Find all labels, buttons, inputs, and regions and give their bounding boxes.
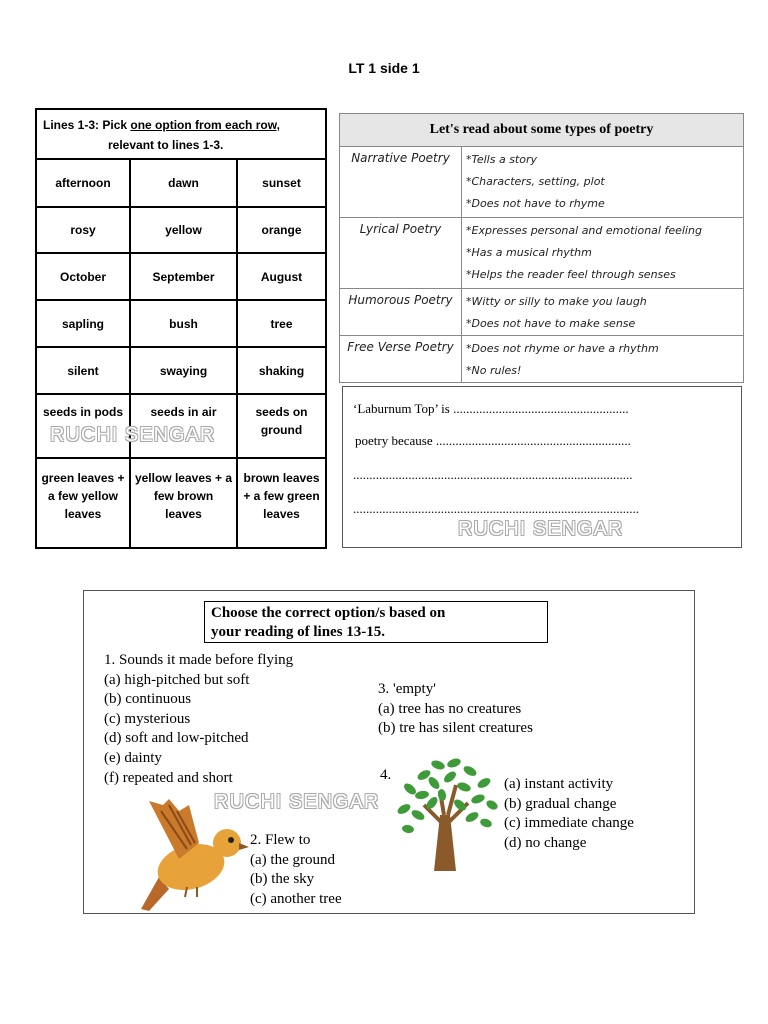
options-table xyxy=(35,108,327,549)
option[interactable]: (a) instant activity xyxy=(504,776,614,792)
question-stem: 2. Flew to xyxy=(250,832,311,848)
option[interactable]: (d) no change xyxy=(504,834,587,851)
option[interactable]: (c) immediate change xyxy=(504,815,634,832)
poetry-type-description xyxy=(462,336,743,382)
bird-eye xyxy=(228,837,234,843)
table-row xyxy=(340,336,743,382)
table-cell: green leaves + a few yellow leaves xyxy=(37,459,131,547)
page-title: LT 1 side 1 xyxy=(348,60,420,76)
option[interactable]: (d) soft and low-pitched xyxy=(104,730,249,747)
option[interactable]: (b) tre has silent creatures xyxy=(378,720,533,737)
description-point: *Witty or silly to make you laugh xyxy=(466,295,647,308)
table-row xyxy=(37,208,325,254)
description-point: *Has a musical rhythm xyxy=(466,246,592,259)
question-3 xyxy=(378,680,533,739)
question-4-stem: 4. xyxy=(380,767,392,783)
option[interactable]: (e) dainty xyxy=(104,749,162,766)
table-row xyxy=(37,348,325,395)
table-cell: afternoon xyxy=(37,160,131,206)
option[interactable]: (a) the ground xyxy=(250,851,335,868)
watermark: RUCHI SENGAR xyxy=(214,791,380,813)
header-underlined-text: one option from each row, xyxy=(130,118,280,132)
description-point: *Tells a story xyxy=(466,153,538,166)
poetry-type-name: Free Verse Poetry xyxy=(340,336,462,382)
table-cell: dawn xyxy=(131,160,238,206)
table-cell: shaking xyxy=(258,363,305,378)
mcq-box xyxy=(83,590,695,914)
option[interactable]: (b) continuous xyxy=(104,691,192,708)
table-cell: swaying xyxy=(131,348,238,393)
table-cell: sapling xyxy=(37,301,131,346)
table-row xyxy=(37,254,325,301)
watermark: RUCHI SENGAR xyxy=(458,518,624,540)
bird-beak xyxy=(239,843,249,850)
question-stem: 3. 'empty' xyxy=(378,681,436,697)
description-point: *No rules! xyxy=(466,364,522,377)
option[interactable]: (a) high-pitched but soft xyxy=(104,671,250,688)
bird-head xyxy=(213,829,241,857)
table-cell: sunset xyxy=(262,176,301,190)
option[interactable]: (c) another tree xyxy=(250,890,342,907)
header-line-2: relevant to lines 1-3. xyxy=(108,138,224,152)
table-cell: October xyxy=(37,254,131,299)
table-cell: bush xyxy=(131,301,238,346)
poetry-types-table xyxy=(339,113,744,383)
answer-line[interactable]: ‘Laburnum Top’ is ...................................................... xyxy=(353,401,629,416)
option[interactable]: (a) tree has no creatures xyxy=(378,700,522,717)
answer-line[interactable]: ...................................................................................... xyxy=(353,467,633,482)
watermark: RUCHI SENGAR xyxy=(50,424,216,446)
header-text: Lines 1-3: Pick xyxy=(43,118,131,132)
table-row xyxy=(37,459,325,547)
answer-line[interactable]: ........................................................................................ xyxy=(353,501,639,516)
poetry-type-name: Lyrical Poetry xyxy=(340,218,462,288)
table-cell: August xyxy=(260,269,303,284)
table-row xyxy=(340,218,743,289)
table-cell: seeds on ground xyxy=(255,405,308,437)
question-stem: 1. Sounds it made before flying xyxy=(104,652,294,668)
table-cell: seeds in pods xyxy=(37,395,131,457)
option[interactable]: (b) gradual change xyxy=(504,795,617,812)
tree-illustration xyxy=(394,755,500,873)
options-table-header xyxy=(37,110,325,160)
option[interactable]: (c) mysterious xyxy=(104,710,191,727)
question-1 xyxy=(104,651,293,788)
table-cell: tree xyxy=(270,316,293,331)
table-cell: orange xyxy=(261,223,302,237)
table-cell: yellow xyxy=(131,208,238,252)
poetry-type-description xyxy=(462,218,743,288)
description-point: *Characters, setting, plot xyxy=(466,175,605,188)
question-2 xyxy=(250,831,342,909)
poetry-types-heading: Let's read about some types of poetry xyxy=(340,114,743,147)
poetry-type-description xyxy=(462,289,743,335)
question-4 xyxy=(504,775,634,853)
table-cell: rosy xyxy=(37,208,131,252)
heading-line: your reading of lines 13-15. xyxy=(211,624,386,640)
poetry-type-name: Humorous Poetry xyxy=(340,289,462,335)
table-cell: September xyxy=(131,254,238,299)
poetry-type-description xyxy=(462,147,743,217)
table-row xyxy=(340,147,743,218)
mcq-heading xyxy=(204,601,548,643)
bird-illustration xyxy=(139,797,251,915)
table-row xyxy=(37,160,325,208)
answer-line[interactable]: poetry because ............................................................ xyxy=(355,433,631,448)
description-point: *Does not have to make sense xyxy=(466,317,636,330)
table-row xyxy=(340,289,743,336)
option[interactable]: (b) the sky xyxy=(250,871,315,888)
heading-line: Choose the correct option/s based on xyxy=(211,605,446,621)
table-row xyxy=(37,301,325,348)
poetry-type-name: Narrative Poetry xyxy=(340,147,462,217)
description-point: *Helps the reader feel through senses xyxy=(466,268,676,281)
table-cell: silent xyxy=(37,348,131,393)
option[interactable]: (f) repeated and short xyxy=(104,769,233,786)
table-cell: brown leaves + a few green leaves xyxy=(243,471,320,521)
description-point: *Does not have to rhyme xyxy=(466,197,605,210)
table-cell: yellow leaves + a few brown leaves xyxy=(131,459,238,547)
table-cell: seeds in air xyxy=(131,395,238,457)
description-point: *Does not rhyme or have a rhythm xyxy=(466,342,659,355)
description-point: *Expresses personal and emotional feeling xyxy=(466,224,702,237)
